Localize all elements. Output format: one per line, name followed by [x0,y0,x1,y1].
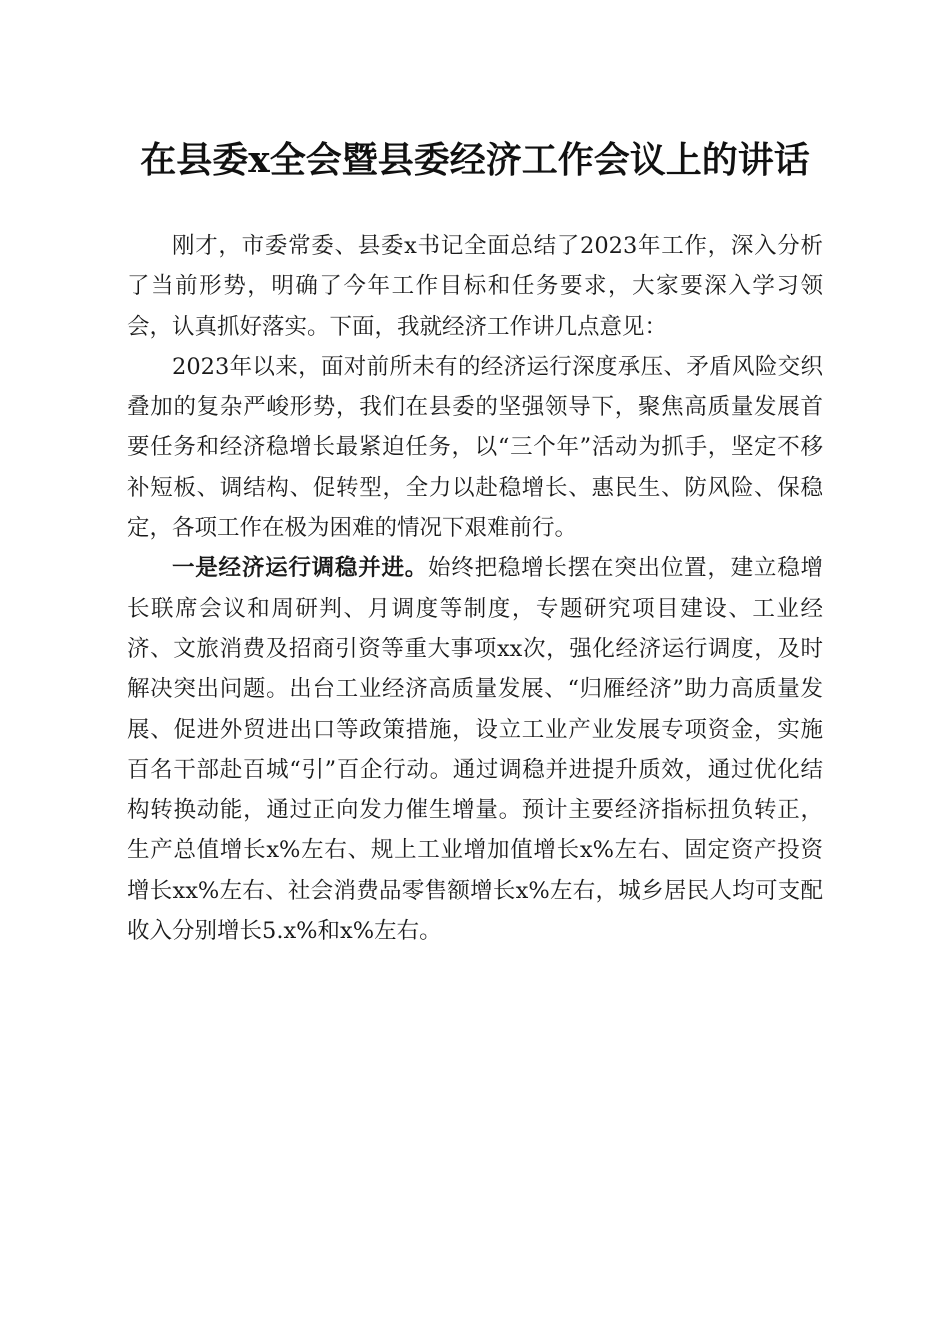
document-body [127,226,823,951]
paragraph-intro [127,226,823,347]
paragraph-text: 刚才，市委常委、县委x书记全面总结了2023年工作，深入分析了当前形势，明确了今年工作目标和任务要求，大家要深入学习领会，认真抓好落实。下面，我就经济工作讲几点意见： [127,233,823,340]
paragraph-lead: 一是经济运行调稳并进。 [172,555,429,582]
paragraph-economy [127,548,823,951]
paragraph-text: 始终把稳增长摆在突出位置，建立稳增长联席会议和周研判、月调度等制度，专题研究项目建设、工业经济、文旅消费及招商引资等重大事项xx次，强化经济运行调度，及时解决突出问题。出台工业经济高质量发展、“归雁经济”助力高质量发展、促进外贸进出口等政策措施，设立工业产业发展专项资金，实施百名干部赴百城“引”百企行动。通过调稳并进提升质效，通过优化结构转换动能，通过正向发力催生增量。预计主要经济指标扭负转正，生产总值增长x%左右、规上工业增加值增长x%左右、固定资产投资增长xx%左右、社会消费品零售额增长x%左右，城乡居民人均可支配收入分别增长5.x%和x%左右。 [127,555,823,945]
document-title: 在县委x全会暨县委经济工作会议上的讲话 [140,139,810,181]
paragraph-text: 2023年以来，面对前所未有的经济运行深度承压、矛盾风险交织叠加的复杂严峻形势，我们在县委的坚强领导下，聚焦高质量发展首要任务和经济稳增长最紧迫任务，以“三个年”活动为抓手，坚定不移补短板、调结构、促转型，全力以赴稳增长、惠民生、防风险、保稳定，各项工作在极为困难的情况下艰难前行。 [127,353,823,542]
paragraph-overview [127,347,823,548]
